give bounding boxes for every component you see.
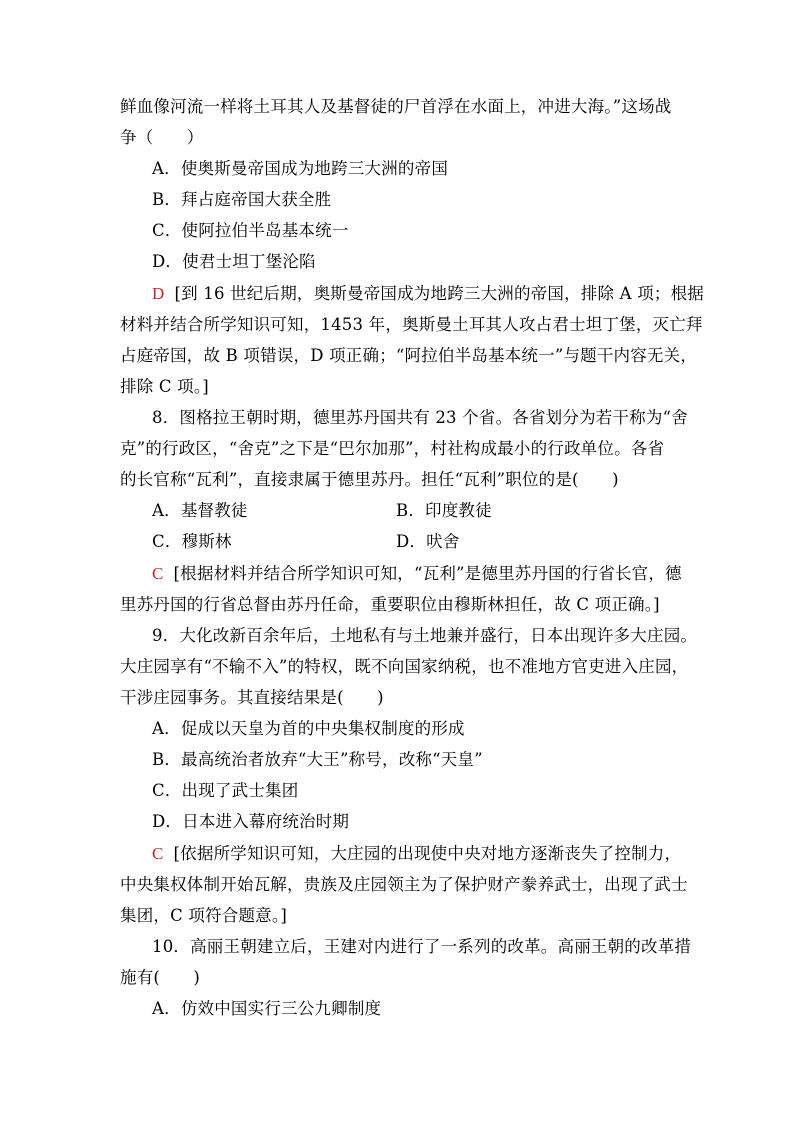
q8-option-c: C．穆斯林 — [152, 532, 232, 551]
q8-explanation-line: 里苏丹国的行省总督由苏丹任命，重要职位由穆斯林担任，故 C 项正确。] — [120, 595, 660, 614]
q8-explanation-line — [152, 563, 682, 585]
q9-answer-letter: C — [152, 844, 164, 863]
q8-stem-line: 的长官称“瓦利”，直接隶属于德里苏丹。担任“瓦利”职位的是( ) — [120, 470, 619, 489]
q10-option-a: A．仿效中国实行三公九卿制度 — [152, 999, 382, 1018]
q7-option-c: C．使阿拉伯半岛基本统一 — [152, 221, 349, 240]
q9-explanation-line — [152, 843, 681, 865]
q7-explanation-line: 排除 C 项。] — [120, 377, 209, 396]
q9-stem-line: 9．大化改新百余年后，土地私有与土地兼并盛行，日本出现许多大庄园。 — [152, 626, 698, 645]
q9-explanation-text: [依据所学知识可知，大庄园的出现使中央对地方逐渐丧失了控制力， — [173, 844, 682, 863]
q9-stem-line: 大庄园享有“不输不入”的特权，既不向国家纳税，也不准地方官吏进入庄园， — [120, 657, 689, 676]
q7-explanation-text: [到 16 世纪后期，奥斯曼帝国成为地跨三大洲的帝国，排除 A 项；根据 — [174, 284, 705, 303]
q9-option-c: C．出现了武士集团 — [152, 781, 299, 800]
q9-option-a: A．促成以天皇为首的中央集权制度的形成 — [152, 719, 465, 738]
q7-explanation-line — [152, 283, 704, 305]
q8-answer-letter: C — [152, 564, 164, 583]
q9-option-b: B．最高统治者放弃“大王”称号，改称“天皇” — [152, 750, 483, 769]
q9-explanation-line: 集团，C 项符合题意。] — [120, 906, 287, 925]
q9-option-d: D．日本进入幕府统治时期 — [152, 812, 350, 831]
q7-answer-letter: D — [152, 284, 165, 303]
q7-option-d: D．使君士坦丁堡沦陷 — [152, 252, 316, 271]
q7-stem-line: 争（ ） — [120, 128, 204, 147]
q8-option-b: B．印度教徒 — [396, 501, 492, 520]
q8-option-d: D．吠舍 — [396, 532, 460, 551]
q8-stem-line: 8．图格拉王朝时期，德里苏丹国共有 23 个省。各省划分为若干称为“舍 — [152, 408, 688, 427]
q7-option-b: B．拜占庭帝国大获全胜 — [152, 190, 332, 209]
q7-option-a: A．使奥斯曼帝国成为地跨三大洲的帝国 — [152, 159, 449, 178]
q8-option-a: A．基督教徒 — [152, 501, 248, 520]
q9-stem-line: 干涉庄园事务。其直接结果是( ) — [120, 688, 384, 707]
q8-explanation-text: [根据材料并结合所学知识可知，“瓦利”是德里苏丹国的行省长官，德 — [173, 564, 682, 583]
q7-explanation-line: 材料并结合所学知识可知，1453 年，奥斯曼土耳其人攻占君士坦丁堡，灭亡拜 — [120, 315, 703, 334]
q10-stem-line: 施有( ) — [120, 968, 201, 987]
q8-stem-line: 克”的行政区，“舍克”之下是“巴尔加那”，村社构成最小的行政单位。各省 — [120, 439, 665, 458]
q10-stem-line: 10．高丽王朝建立后，王建对内进行了一系列的改革。高丽王朝的改革措 — [152, 937, 692, 956]
q7-stem-line: 鲜血像河流一样将土耳其人及基督徒的尸首浮在水面上，冲进大海。”这场战 — [120, 97, 672, 116]
q9-explanation-line: 中央集权体制开始瓦解，贵族及庄园领主为了保护财产豢养武士，出现了武士 — [120, 875, 688, 894]
q7-explanation-line: 占庭帝国，故 B 项错误，D 项正确；“阿拉伯半岛基本统一”与题干内容无关， — [120, 346, 698, 365]
